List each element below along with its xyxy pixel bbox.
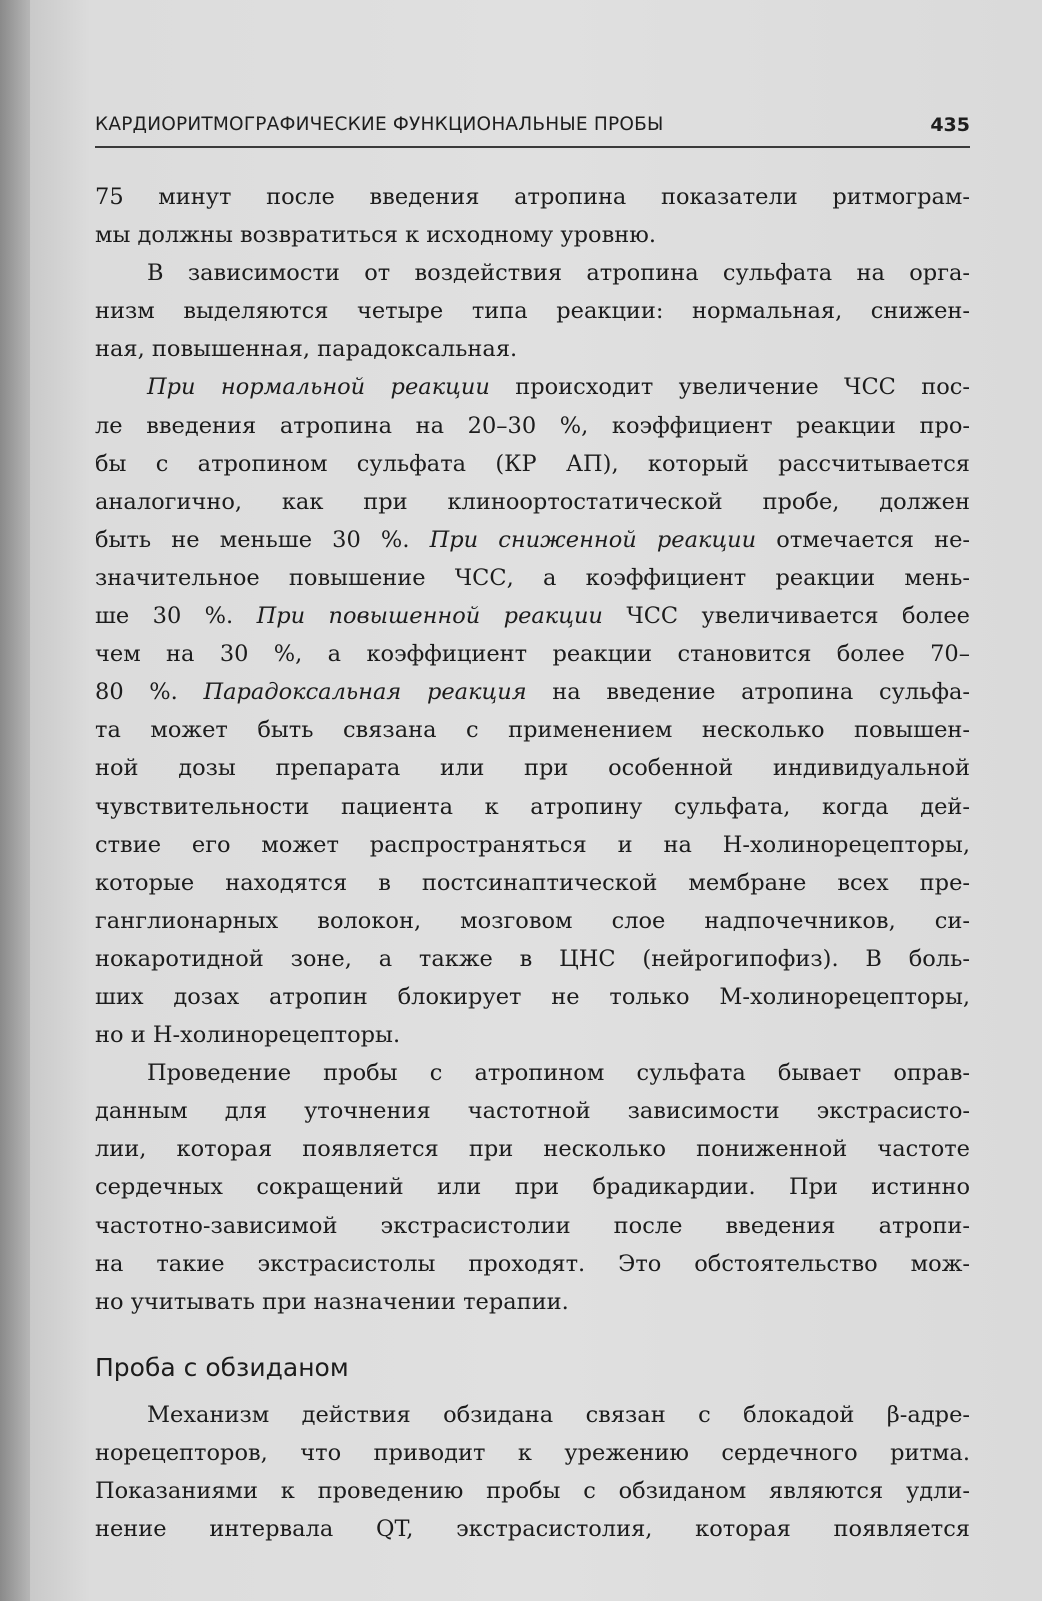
running-header — [95, 106, 970, 148]
text-line: норецепторов, что приводит к урежению сердечного ритма. — [95, 1440, 970, 1467]
running-title: КАРДИОРИТМОГРАФИЧЕСКИЕ ФУНКЦИОНАЛЬНЫЕ ПРОБЫ — [95, 114, 664, 135]
text-line: частотно-зависимой экстрасистолии после введения атропи- — [95, 1212, 970, 1239]
text-line: чем на 30 %, а коэффициент реакции становится более 70– — [95, 641, 970, 668]
text-line: значительное повышение ЧСС, а коэффициент реакции мень- — [95, 564, 970, 591]
text-line: ганглионарных волокон, мозговом слое надпочечников, си- — [95, 907, 970, 934]
text-line: нение интервала QT, экстрасистолия, которая появляется — [95, 1516, 970, 1543]
book-page — [30, 0, 1042, 1601]
text-line: ной дозы препарата или при особенной индивидуальной — [95, 755, 970, 782]
text-line: бы с атропином сульфата (КР АП), который рассчитывается — [95, 450, 970, 477]
text-line: которые находятся в постсинаптической мембране всех пре- — [95, 869, 970, 896]
text-line: ле введения атропина на 20–30 %, коэффициент реакции про- — [95, 412, 970, 439]
text-line: 80 %. Парадоксальная реакция на введение атропина сульфа- — [95, 679, 971, 706]
italic-term: При повышенной реакции — [256, 603, 603, 630]
text-line: чувствительности пациента к атропину сульфата, когда дей- — [95, 793, 970, 820]
text-line: Показаниями к проведению пробы с обзиданом являются удли- — [95, 1478, 970, 1505]
text-line: аналогично, как при клиноортостатической пробе, должен — [95, 488, 970, 515]
text-line: нокаротидной зоне, а также в ЦНС (нейрогипофиз). В боль- — [95, 945, 970, 972]
text-line: та может быть связана с применением несколько повышен- — [95, 717, 970, 744]
text-line: сердечных сокращений или при брадикардии. При истинно — [95, 1174, 970, 1201]
section-heading: Проба с обзиданом — [95, 1353, 349, 1382]
text-line: данным для уточнения частотной зависимости экстрасисто- — [95, 1098, 970, 1125]
text-line: мы должны возвратиться к исходному уровню. — [95, 222, 656, 249]
italic-term: При нормальной реакции — [147, 374, 490, 401]
section-text — [95, 1396, 970, 1548]
text-line: низм выделяются четыре типа реакции: нормальная, снижен- — [95, 298, 970, 325]
text-line: В зависимости от воздействия атропина сульфата на орга- — [147, 260, 970, 287]
text-line: ших дозах атропин блокирует не только М-холинорецепторы, — [95, 983, 970, 1010]
text-line: но учитывать при назначении терапии. — [95, 1288, 569, 1315]
text-line: ше 30 %. При повышенной реакции ЧСС увеличивается более — [95, 603, 970, 630]
text-line: на такие экстрасистолы проходят. Это обстоятельство мож- — [95, 1250, 970, 1277]
italic-term: Парадоксальная реакция — [203, 679, 527, 706]
text-line: Механизм действия обзидана связан с блокадой β-адре- — [147, 1402, 970, 1428]
text-line: Проведение пробы с атропином сульфата бывает оправ- — [147, 1060, 970, 1087]
italic-term: При сниженной реакции — [429, 526, 757, 553]
text-line: ная, повышенная, парадоксальная. — [95, 336, 518, 363]
page-number: 435 — [930, 114, 970, 136]
text-line: быть не меньше 30 %. При сниженной реакции отмечается не- — [95, 526, 970, 553]
text-line: лии, которая появляется при несколько пониженной частоте — [95, 1136, 970, 1163]
text-line: При нормальной реакции происходит увеличение ЧСС пос- — [147, 374, 971, 401]
text-line: но и Н-холинорецепторы. — [95, 1022, 401, 1049]
text-line: 75 минут после введения атропина показатели ритмограм- — [95, 184, 970, 210]
text-line: ствие его может распространяться и на Н-холинорецепторы, — [95, 831, 970, 858]
main-text — [95, 178, 970, 1321]
